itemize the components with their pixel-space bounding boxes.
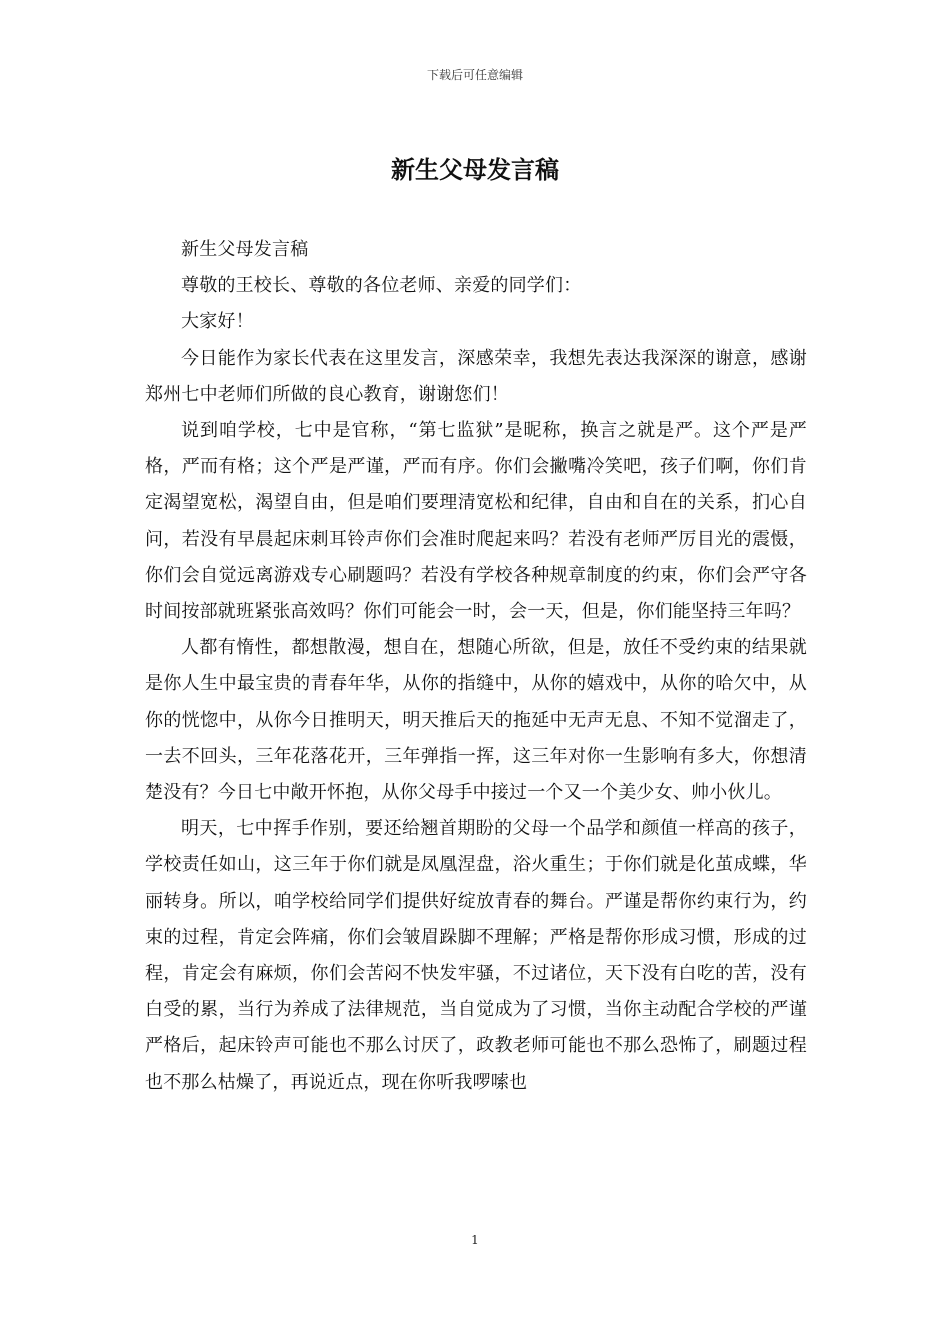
document-body xyxy=(145,232,807,1101)
document-title: 新生父母发言稿 xyxy=(391,156,559,184)
header-note: 下载后可任意编辑 xyxy=(426,68,523,82)
paragraph-salutation: 尊敬的王校长、尊敬的各位老师、亲爱的同学们： xyxy=(181,275,582,297)
paragraph-heading: 新生父母发言稿 xyxy=(181,239,309,260)
paragraph: 明天，七中挥手作别，要还给翘首期盼的父母一个品学和颜值一样高的孩子，学校责任如山，这三年于你们就是凤凰涅盘，浴火重生；于你们就是化茧成蝶，华丽转身。所以，咱学校给同学们提供好绽放青春的舞台。严谨是帮你约束行为，约束的过程，肯定会阵痛，你们会皱眉跺脚不理解；严格是帮你形成习惯，形成的过程，肯定会有麻烦，你们会苦闷不快发牢骚，不过诸位，天下没有白吃的苦，没有白受的累，当行为养成了法律规范，当自觉成为了习惯，当你主动配合学校的严谨严格后，起床铃声可能也不那么讨厌了，政教老师可能也不那么恐怖了，刷题过程也不那么枯燥了，再说近点，现在你听我啰嗦也 xyxy=(145,818,807,1093)
paragraph: 说到咱学校，七中是官称，“第七监狱”是昵称，换言之就是严。这个严是严格，严而有格；这个严是严谨，严而有序。你们会撇嘴冷笑吧，孩子们啊，你们肯定渴望宽松，渴望自由，但是咱们要理清宽松和纪律，自由和自在的关系，扪心自问，若没有早晨起床刺耳铃声你们会准时爬起来吗？若没有老师严厉目光的震慑，你们会自觉远离游戏专心刷题吗？若没有学校各种规章制度的约束，你们会严守各时间按部就班紧张高效吗？你们可能会一时，会一天，但是，你们能坚持三年吗？ xyxy=(145,420,807,623)
paragraph: 人都有惰性，都想散漫，想自在，想随心所欲，但是，放任不受约束的结果就是你人生中最宝贵的青春年华，从你的指缝中，从你的嬉戏中，从你的哈欠中，从你的恍惚中，从你今日推明天，明天推后天的拖延中无声无息、不知不觉溜走了，一去不回头，三年花落花开，三年弹指一挥，这三年对你一生影响有多大，你想清楚没有？今日七中敞开怀抱，从你父母手中接过一个又一个美少女、帅小伙儿。 xyxy=(145,637,807,804)
page-number: 1 xyxy=(471,1233,479,1247)
paragraph: 今日能作为家长代表在这里发言，深感荣幸，我想先表达我深深的谢意，感谢郑州七中老师们所做的良心教育，谢谢您们！ xyxy=(145,347,807,405)
paragraph-greeting: 大家好！ xyxy=(181,311,254,333)
